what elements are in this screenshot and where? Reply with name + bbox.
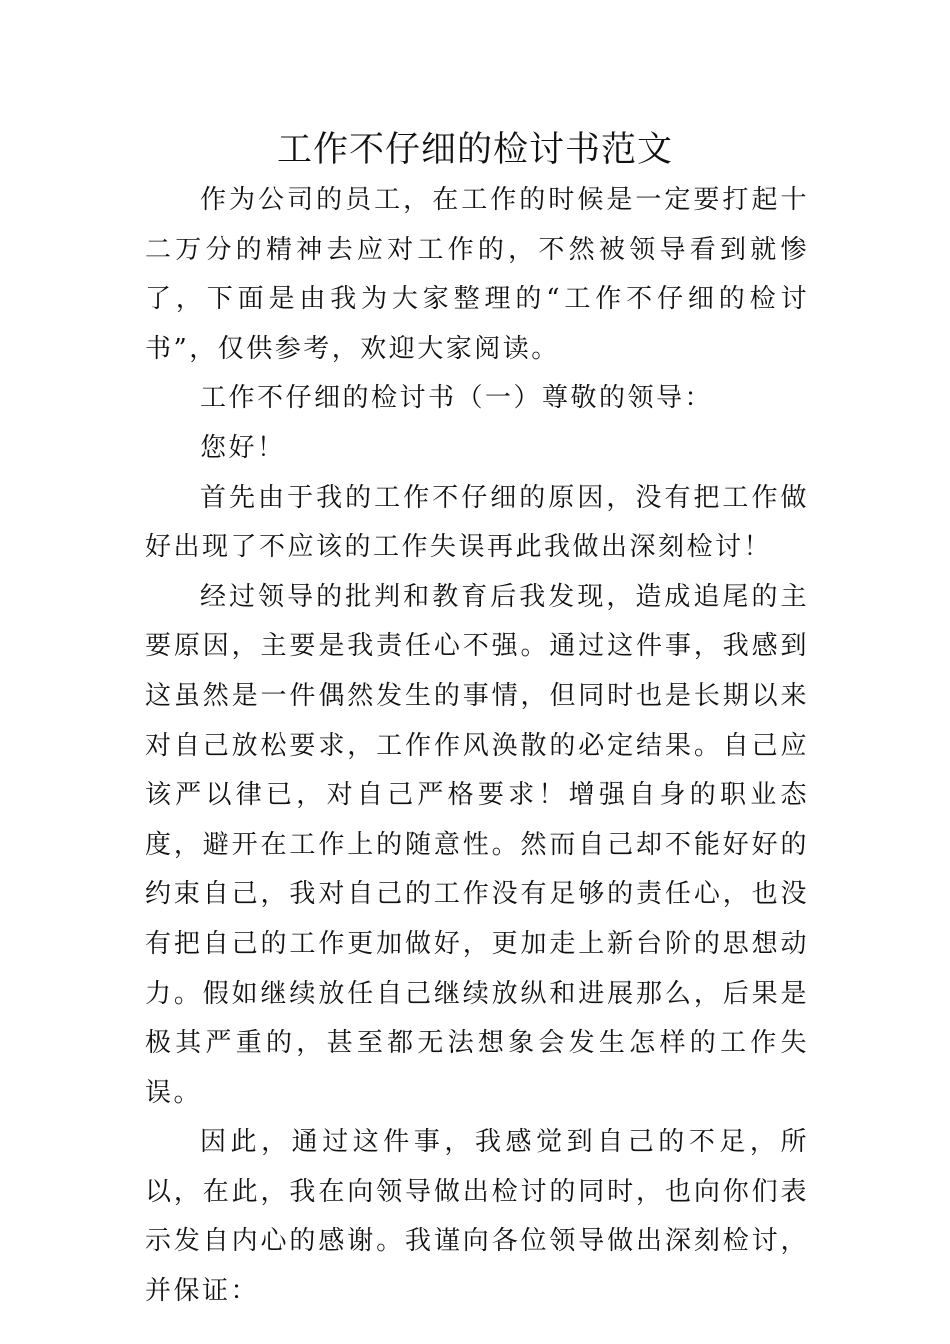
body-paragraph: 因此，通过这件事，我感觉到自己的不足，所以，在此，我在向领导做出检讨的同时，也向你们表示发自内心的感谢。我谨向各位领导做出深刻检讨，并保证： bbox=[145, 1127, 809, 1307]
body-paragraph: 首先由于我的工作不仔细的原因，没有把工作做好出现了不应该的工作失误再此我做出深刻检讨！ bbox=[145, 482, 809, 563]
intro-paragraph: 作为公司的员工，在工作的时候是一定要打起十二万分的精神去应对工作的，不然被领导看到就惨了，下面是由我为大家整理的“工作不仔细的检讨书”，仅供参考，欢迎大家阅读。 bbox=[145, 185, 809, 364]
document-title: 工作不仔细的检讨书范文 bbox=[276, 130, 673, 170]
greeting: 您好！ bbox=[200, 432, 286, 463]
letter-heading: 工作不仔细的检讨书（一）尊敬的领导： bbox=[200, 383, 714, 414]
document-body bbox=[145, 176, 809, 1317]
body-paragraph: 经过领导的批判和教育后我发现，造成追尾的主要原因，主要是我责任心不强。通过这件事，我感到这虽然是一件偶然发生的事情，但同时也是长期以来对自己放松要求，工作作风涣散的必定结果。自己应该严以律已，对自己严格要求！增强自身的职业态度，避开在工作上的随意性。然而自己却不能好好的约束自己，我对自己的工作没有足够的责任心，也没有把自己的工作更加做好，更加走上新台阶的思想动力。假如继续放任自己继续放纵和进展那么，后果是极其严重的，甚至都无法想象会发生怎样的工作失误。 bbox=[145, 581, 809, 1108]
